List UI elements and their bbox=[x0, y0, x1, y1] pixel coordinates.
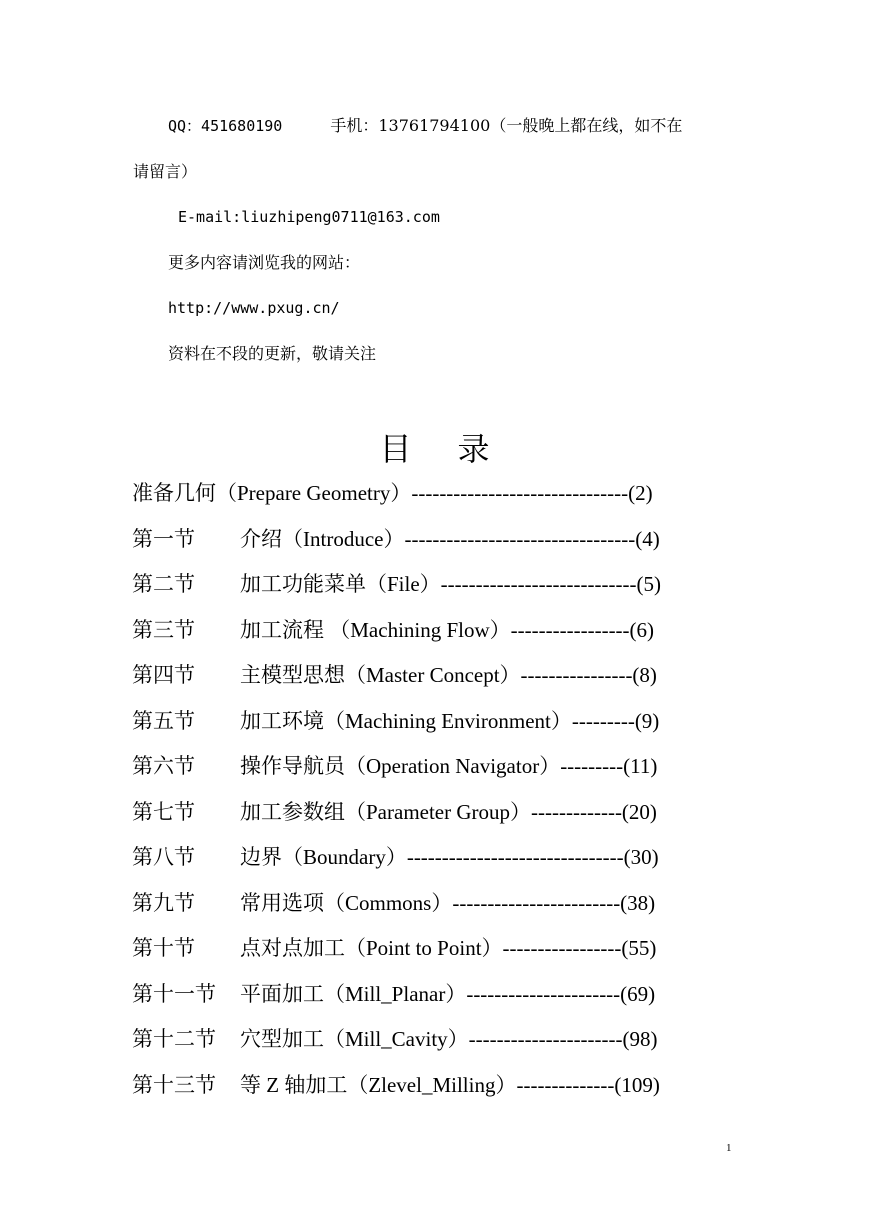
update-note: 资料在不段的更新，敬请关注 bbox=[168, 344, 377, 363]
toc-section-number: 第六节 bbox=[132, 754, 195, 778]
toc-entry-text: 常用选项（Commons）------------------------(38) bbox=[240, 890, 656, 915]
toc-entry bbox=[132, 929, 732, 975]
toc-entry-text: 穴型加工（Mill_Cavity）----------------------(98) bbox=[240, 1027, 658, 1051]
toc-section-number: 第十节 bbox=[132, 936, 195, 960]
toc-entry bbox=[132, 474, 732, 520]
toc-entry-text: 加工流程 （Machining Flow）-----------------(6) bbox=[240, 617, 655, 642]
toc-entry-text: 平面加工（Mill_Planar）----------------------(69) bbox=[240, 981, 656, 1006]
toc-entry bbox=[132, 747, 732, 793]
toc-entry-text: 加工功能菜单（File）----------------------------(5) bbox=[240, 572, 661, 596]
toc-entry bbox=[132, 520, 732, 566]
toc-entry-text: 主模型思想（Master Concept）----------------(8) bbox=[240, 663, 657, 687]
toc-section-number: 第十二节 bbox=[132, 1027, 216, 1051]
toc-section-number: 第四节 bbox=[132, 663, 195, 687]
qq-contact: QQ：451680190 bbox=[168, 117, 283, 135]
phone-contact: 手机：13761794100（一般晚上都在线，如不在 bbox=[330, 116, 683, 135]
toc-entry-text: 边界（Boundary）-------------------------------(30) bbox=[240, 845, 659, 869]
toc-entry-text: 加工参数组（Parameter Group）-------------(20) bbox=[240, 799, 657, 824]
website-url: http://www.pxug.cn/ bbox=[168, 299, 340, 317]
toc-entry bbox=[132, 838, 732, 884]
toc-section-number: 第十三节 bbox=[132, 1072, 216, 1097]
toc-entry bbox=[132, 611, 732, 657]
contact-line bbox=[168, 118, 682, 134]
toc-entry bbox=[132, 1066, 732, 1112]
email-contact: E-mail:liuzhipeng0711@163.com bbox=[178, 208, 440, 226]
toc-entry-text: 准备几何（Prepare Geometry）-------------------------------(2) bbox=[132, 481, 653, 505]
toc-section-number: 第二节 bbox=[132, 572, 195, 596]
toc-section-number: 第十一节 bbox=[132, 981, 216, 1006]
toc-section-number: 第一节 bbox=[132, 526, 195, 551]
toc-entry bbox=[132, 793, 732, 839]
toc-entry-text: 等 Z 轴加工（Zlevel_Milling）--------------(109) bbox=[240, 1072, 660, 1097]
toc-section-number: 第八节 bbox=[132, 845, 195, 869]
more-content-note: 更多内容请浏览我的网站： bbox=[168, 253, 361, 272]
toc-entry bbox=[132, 702, 732, 748]
toc-entry-text: 操作导航员（Operation Navigator）---------(11) bbox=[240, 754, 658, 778]
page-number: 1 bbox=[726, 1142, 732, 1154]
toc-entry-text: 介绍（Introduce）---------------------------------(4) bbox=[240, 526, 660, 551]
toc-entry bbox=[132, 656, 732, 702]
toc-entry bbox=[132, 975, 732, 1021]
toc-section-number: 第九节 bbox=[132, 890, 195, 915]
toc-section-number: 第五节 bbox=[132, 708, 195, 733]
toc-entry-text: 加工环境（Machining Environment）---------(9) bbox=[240, 708, 660, 733]
toc-entry-text: 点对点加工（Point to Point）-----------------(55) bbox=[240, 936, 657, 960]
toc-title: 目录 bbox=[379, 431, 536, 467]
toc-section-number: 第三节 bbox=[132, 617, 195, 642]
toc-entry bbox=[132, 1020, 732, 1066]
phone-contact-continued: 请留言） bbox=[133, 162, 198, 181]
toc-entry bbox=[132, 565, 732, 611]
table-of-contents bbox=[132, 474, 732, 1111]
toc-section-number: 第七节 bbox=[132, 799, 195, 824]
toc-entry bbox=[132, 884, 732, 930]
